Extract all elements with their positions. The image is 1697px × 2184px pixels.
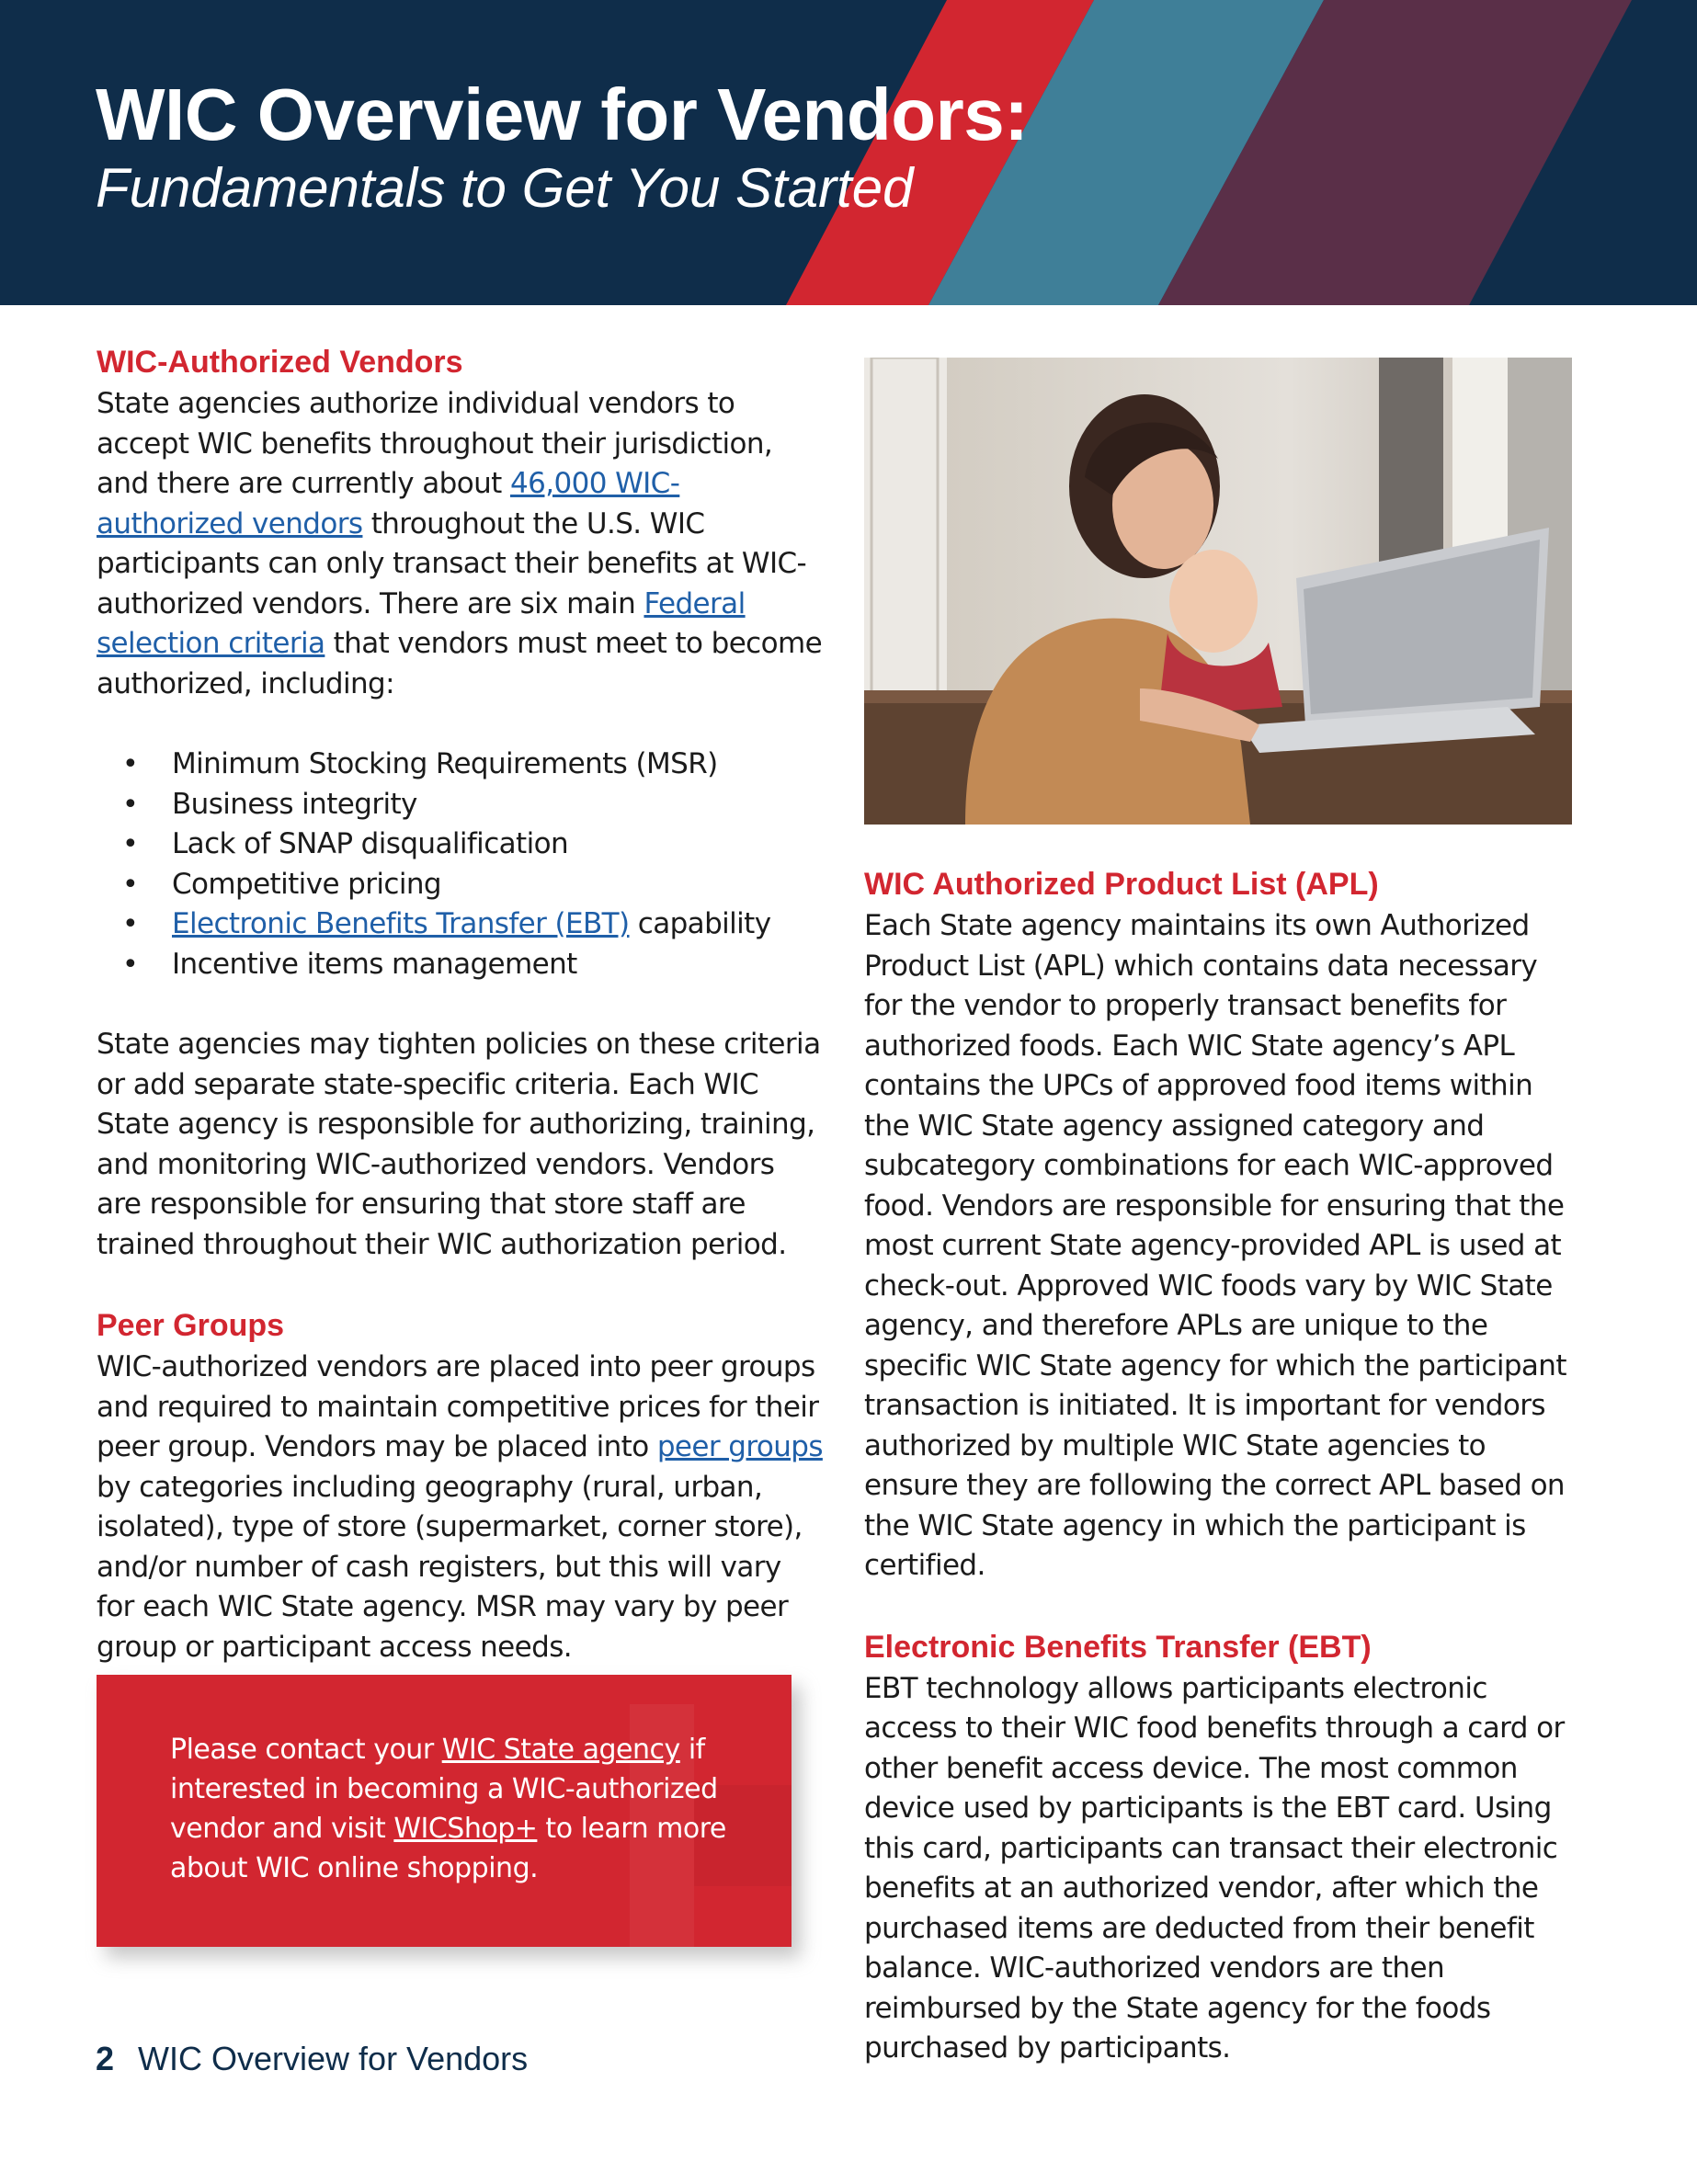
right-column <box>864 864 1581 2069</box>
apl-text: Each State agency maintains its own Authorized Product List (APL) which contains data necessary for the vendor to properly transact benefits for authorized foods. Each WIC State agency’s APL contains the UPCs of approved food items within the WIC State agency assigned category and subcategory combinations for each WIC-approved food. Vendors are responsible for ensuring that the most current State agency-provided APL is used at check-out. Approved WIC foods vary by WIC State agency, and therefore APLs are unique to the specific WIC State agency for which the participant transaction is initiated. It is important for vendors authorized by multiple WIC State agencies to ensure they are following the correct APL based on the WIC State agency in which the participant is certified. <box>864 909 1566 1582</box>
peer-groups-link[interactable]: peer groups <box>656 1430 823 1463</box>
authorized-vendors-policy: State agencies may tighten policies on these criteria or add separate state-specific criteria. Each WIC State agency is responsible for authorizing, training, and monitoring WIC-authorized vendors. Vendors are responsible for ensuring that store staff are trained throughout their WIC authorization period. <box>97 1028 821 1261</box>
page-footer <box>96 2039 528 2079</box>
ebt-heading: Electronic Benefits Transfer (EBT) <box>864 1629 1372 1665</box>
left-column <box>97 342 823 1667</box>
criteria-list <box>97 745 823 984</box>
page-number: 2 <box>96 2040 115 2077</box>
callout-box <box>97 1675 792 1947</box>
wicshop-link[interactable]: WICShop+ <box>393 1813 538 1845</box>
authorized-vendors-intro: State agencies authorize individual vendors to accept WIC benefits throughout their jurisdiction, and there are currently about 46,000 WIC-authorized vendors throughout the U.S. WIC participants can only transact their benefits at WIC-authorized vendors. There are six main Federal selection criteria that vendors must meet to become authorized, including: <box>97 387 823 700</box>
list-item: • Competitive pricing <box>122 867 441 901</box>
vendors-count-link[interactable]: 46,000 WIC-authorized vendors <box>97 467 680 540</box>
photo-illustration <box>864 358 1572 825</box>
wic-state-agency-link[interactable]: WIC State agency <box>441 1734 680 1766</box>
list-item: • Lack of SNAP disqualification <box>122 827 569 860</box>
list-item: • Incentive items management <box>122 947 577 981</box>
footer-label: WIC Overview for Vendors <box>138 2040 529 2077</box>
selection-criteria-link[interactable]: Federal selection criteria <box>97 586 746 660</box>
list-item: • Business integrity <box>122 787 417 821</box>
peer-groups-text: WIC-authorized vendors are placed into peer groups and required to maintain competitive prices for their peer group. Vendors may be placed into peer groups by categories including geography (rural, urban, isolated), type of store (supermarket, corner store), and/or number of cash registers, but this will vary for each WIC State agency. MSR may vary by peer group or participant access needs. <box>97 1350 823 1664</box>
page-title: WIC Overview for Vendors: <box>96 74 1029 155</box>
page-subtitle: Fundamentals to Get You Started <box>96 157 914 219</box>
callout-text: Please contact your WIC State agency if interested in becoming a WIC-authorized vendor and visit WICShop+ to learn more about WIC online shopping. <box>170 1734 726 1884</box>
authorized-vendors-heading: WIC-Authorized Vendors <box>97 345 463 380</box>
apl-heading: WIC Authorized Product List (APL) <box>864 867 1379 902</box>
list-item: • Electronic Benefits Transfer (EBT) capability <box>122 907 771 940</box>
mother-baby-laptop-photo <box>864 358 1572 825</box>
peer-groups-heading: Peer Groups <box>97 1308 285 1343</box>
page-header <box>0 0 1697 305</box>
list-item: • Minimum Stocking Requirements (MSR) <box>122 747 718 780</box>
ebt-link[interactable]: Electronic Benefits Transfer (EBT) <box>172 907 630 940</box>
ebt-text: EBT technology allows participants electronic access to their WIC food benefits through a card or other benefit access device. The most common device used by participants is the EBT card. Using this card, participants can transact their electronic benefits at an authorized vendor, after which the purchased items are deducted from their benefit balance. WIC-authorized vendors are then reimbursed by the State agency for the foods purchased by participants. <box>864 1671 1565 2065</box>
